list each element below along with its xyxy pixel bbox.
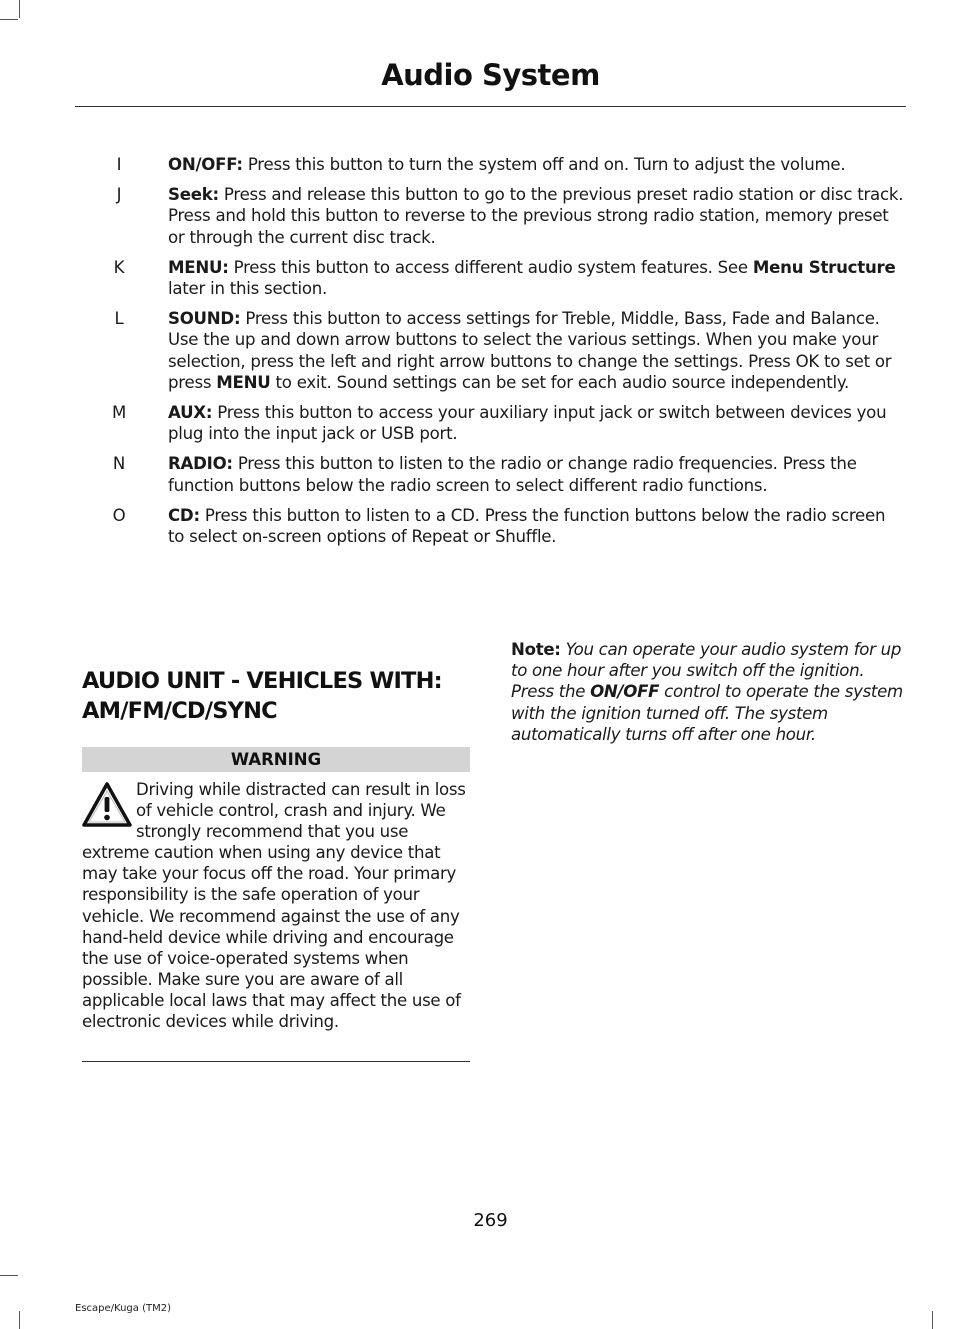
crop-mark — [932, 1311, 933, 1329]
page-number: 269 — [473, 1210, 508, 1231]
item-text: Press this button to turn the system off and on. Turn to adjust the volume. — [242, 155, 846, 174]
list-item — [75, 184, 905, 248]
note-emphasis: ON/OFF — [590, 682, 660, 702]
item-letter: M — [111, 403, 127, 423]
item-label: Seek: — [168, 185, 219, 205]
warning-divider — [82, 1061, 470, 1062]
list-item — [75, 308, 905, 393]
item-label: RADIO: — [168, 454, 233, 474]
item-label: CD: — [168, 505, 200, 525]
item-text: Press this button to access your auxiliary input jack or switch between devices you plug into the input jack or USB port. — [168, 403, 887, 444]
crop-mark — [0, 19, 18, 20]
item-text: Press this button to listen to a CD. Press the function buttons below the radio screen to select on-screen options of Repeat or Shuffle. — [168, 505, 886, 547]
control-list — [75, 154, 905, 556]
item-text: Press this button to access different audio system features. See — [228, 257, 753, 277]
item-letter: J — [116, 185, 122, 205]
list-item — [75, 257, 905, 299]
item-letter: N — [112, 454, 126, 474]
note-paragraph — [511, 639, 906, 745]
item-letter: I — [116, 155, 122, 174]
item-letter: K — [113, 257, 125, 277]
item-label: ON/OFF: — [168, 155, 243, 174]
list-item — [75, 402, 905, 444]
page-title: Audio System — [381, 58, 600, 92]
warning-heading: WARNING — [82, 747, 470, 772]
section-heading-line: AM/FM/CD/SYNC — [82, 698, 277, 724]
note-text: You can operate your audio system for up to one hour after you switch off the ignition. Press the — [511, 640, 902, 702]
item-label: AUX: — [168, 403, 213, 423]
warning-text: Driving while distracted can result in loss of vehicle control, crash and injury. We strongly recommend that you use extreme caution when using any device that may take your focus off the road. Your primary responsibility is the safe operation of your vehicle. We recommend against the use of any hand-held device while driving and encourage the use of voice-operated systems when possible. Make sure you are aware of all applicable local laws that may affect the use of electronic devices while driving. — [82, 780, 466, 1032]
section-heading — [82, 666, 482, 726]
item-text: Press this button to access settings for Treble, Middle, Bass, Fade and Balance. Use the up and down arrow buttons to select the various settings. When you make your selection, press the left and right arrow buttons to change the settings. Press OK to set or press — [168, 309, 892, 392]
warning-triangle-icon — [82, 781, 132, 829]
header-divider — [75, 106, 906, 107]
crop-mark — [19, 1311, 20, 1329]
section-heading-line: AUDIO UNIT - VEHICLES WITH: — [82, 668, 442, 694]
item-text: Press this button to listen to the radio or change radio frequencies. Press the function buttons below the radio screen to select different radio functions. — [168, 454, 857, 495]
warning-box — [82, 779, 470, 1032]
list-item — [75, 505, 905, 547]
list-item — [75, 154, 905, 175]
crop-mark — [19, 0, 20, 18]
footer-model: Escape/Kuga (TM2) — [75, 1303, 171, 1314]
item-letter: L — [114, 309, 124, 329]
crop-mark — [0, 1275, 18, 1276]
list-item — [75, 453, 905, 495]
item-label: SOUND: — [168, 309, 241, 329]
note-label: Note: — [511, 640, 561, 659]
note-text: control to operate the system with the ignition turned off. The system automatically turns off after one hour. — [511, 682, 903, 744]
item-text: later in this section. — [168, 279, 328, 299]
item-text: to exit. Sound settings can be set for each audio source independently. — [270, 372, 850, 392]
item-letter: O — [112, 505, 126, 525]
item-reference: Menu Structure — [752, 257, 896, 277]
item-label: MENU: — [168, 257, 229, 277]
item-reference: MENU — [216, 372, 271, 392]
item-text: Press and release this button to go to the previous preset radio station or disc track. Press and hold this button to reverse to the previous strong radio station, memory preset or through the current disc track. — [168, 185, 904, 247]
